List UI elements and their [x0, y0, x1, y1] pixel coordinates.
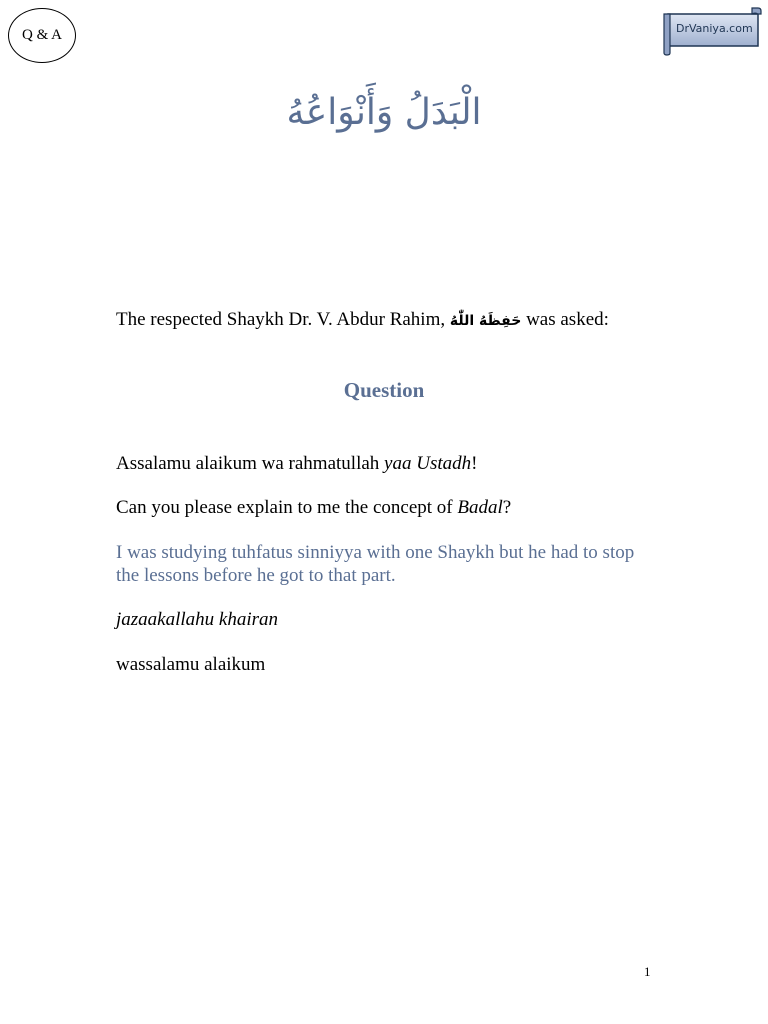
qa-badge: [8, 8, 76, 63]
logo-text: DrVaniya.com: [676, 22, 753, 35]
question-heading: Question: [343, 378, 425, 402]
greeting-end: !: [471, 453, 478, 474]
honorific: حَفِظَهُ اللّٰهُ: [449, 313, 522, 329]
closing: wassalamu alaikum: [116, 654, 266, 675]
thanks: jazaakallahu khairan: [116, 609, 279, 630]
intro-tail: was asked:: [526, 309, 609, 330]
context-paragraph: I was studying tuhfatus sinniyya with one Shaykh but he had to stop the lessons before he got to that part.: [116, 542, 635, 586]
drvaniya-logo[interactable]: [662, 6, 762, 56]
request: [116, 496, 656, 519]
intro-line: [116, 309, 609, 331]
arabic-title: الْبَدَلُ وَأَنْوَاعُهُ: [286, 92, 482, 133]
page-number: 1: [644, 964, 651, 979]
greeting: [116, 452, 656, 475]
request-text: Can you please explain to me the concept of: [116, 497, 458, 518]
qa-badge-label: Q & A: [21, 27, 62, 43]
intro-text: The respected Shaykh Dr. V. Abdur Rahim,: [116, 309, 446, 330]
greeting-text: Assalamu alaikum wa rahmatullah: [116, 453, 385, 474]
request-emphasis: Badal: [457, 497, 503, 518]
request-end: ?: [502, 497, 512, 518]
greeting-emphasis: yaa Ustadh: [384, 453, 472, 474]
